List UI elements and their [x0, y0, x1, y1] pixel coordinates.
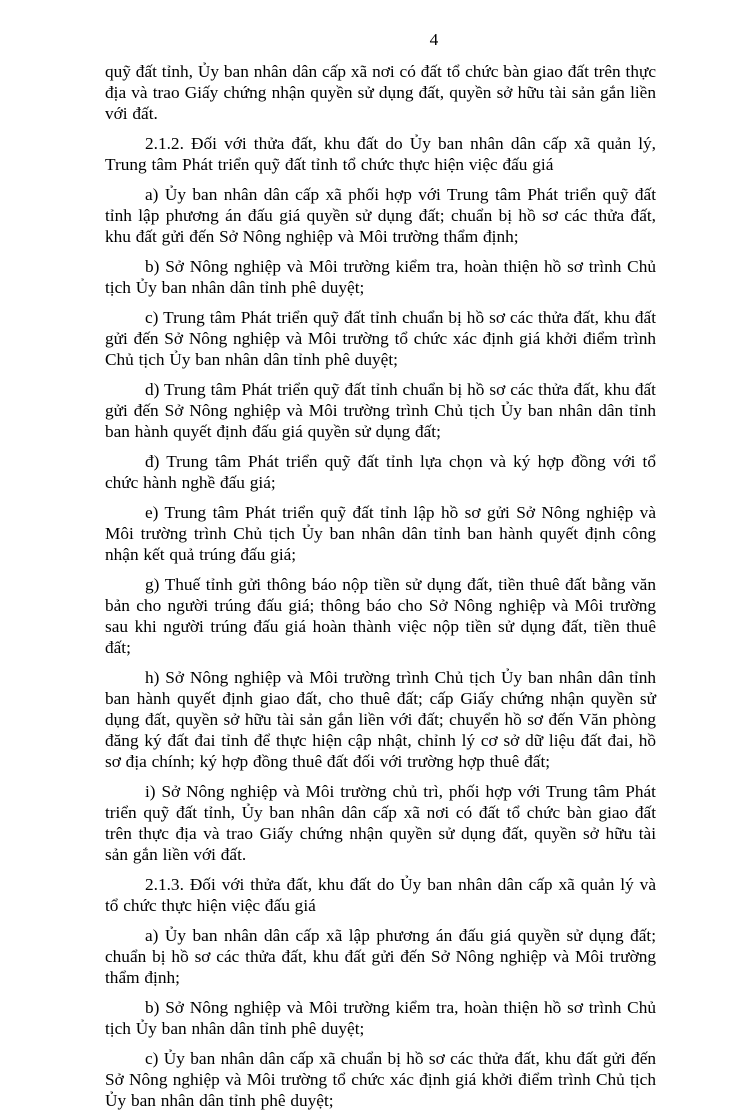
- paragraph-section-2-1-3: 2.1.3. Đối với thửa đất, khu đất do Ủy ban nhân dân cấp xã quản lý và tổ chức thực hiện việc đấu giá: [105, 875, 656, 915]
- paragraph-section-2-1-2: 2.1.2. Đối với thửa đất, khu đất do Ủy ban nhân dân cấp xã quản lý, Trung tâm Phát triển quỹ đất tỉnh tổ chức thực hiện việc đấu giá: [105, 134, 656, 174]
- paragraph-2-1-2-item-dd: đ) Trung tâm Phát triển quỹ đất tỉnh lựa chọn và ký hợp đồng với tổ chức hành nghề đấu giá;: [105, 452, 656, 492]
- paragraph-2-1-3-item-c: c) Ủy ban nhân dân cấp xã chuẩn bị hồ sơ các thửa đất, khu đất gửi đến Sở Nông nghiệp và Môi trường tổ chức xác định giá khởi điểm trình Chủ tịch Ủy ban nhân dân tỉnh phê duyệt;: [105, 1049, 656, 1110]
- paragraph-2-1-2-item-b: b) Sở Nông nghiệp và Môi trường kiểm tra, hoàn thiện hồ sơ trình Chủ tịch Ủy ban nhân dân tỉnh phê duyệt;: [105, 257, 656, 297]
- document-body: [105, 61, 656, 1111]
- paragraph-2-1-2-item-h: h) Sở Nông nghiệp và Môi trường trình Chủ tịch Ủy ban nhân dân tỉnh ban hành quyết định giao đất, cho thuê đất; cấp Giấy chứng nhận quyền sử dụng đất, quyền sở hữu tài sản gắn liền với đất; chuyển hồ sơ đến Văn phòng đăng ký đất đai tỉnh để thực hiện cập nhật, chỉnh lý cơ sở dữ liệu đất đai, hồ sơ địa chính; ký hợp đồng thuê đất đối với trường hợp thuê đất;: [105, 668, 656, 771]
- paragraph-2-1-2-item-i: i) Sở Nông nghiệp và Môi trường chủ trì, phối hợp với Trung tâm Phát triển quỹ đất tỉnh, Ủy ban nhân dân cấp xã nơi có đất tổ chức bàn giao đất trên thực địa và trao Giấy chứng nhận quyền sử dụng đất, quyền sở hữu tài sản gắn liền với đất.: [105, 782, 656, 864]
- paragraph-2-1-2-item-a: a) Ủy ban nhân dân cấp xã phối hợp với Trung tâm Phát triển quỹ đất tỉnh lập phương án đấu giá quyền sử dụng đất; chuẩn bị hồ sơ các thửa đất, khu đất gửi đến Sở Nông nghiệp và Môi trường thẩm định;: [105, 185, 656, 246]
- paragraph-2-1-2-item-e: e) Trung tâm Phát triển quỹ đất tỉnh lập hồ sơ gửi Sở Nông nghiệp và Môi trường trình Chủ tịch Ủy ban nhân dân tỉnh ban hành quyết định công nhận kết quả trúng đấu giá;: [105, 503, 656, 564]
- paragraph-2-1-2-item-c: c) Trung tâm Phát triển quỹ đất tỉnh chuẩn bị hồ sơ các thửa đất, khu đất gửi đến Sở Nông nghiệp và Môi trường tổ chức xác định giá khởi điểm trình Chủ tịch Ủy ban nhân dân tỉnh phê duyệt;: [105, 308, 656, 369]
- paragraph-continuation: quỹ đất tỉnh, Ủy ban nhân dân cấp xã nơi có đất tổ chức bàn giao đất trên thực địa và trao Giấy chứng nhận quyền sử dụng đất, quyền sở hữu tài sản gắn liền với đất.: [105, 62, 656, 123]
- paragraph-2-1-3-item-b: b) Sở Nông nghiệp và Môi trường kiểm tra, hoàn thiện hồ sơ trình Chủ tịch Ủy ban nhân dân tỉnh phê duyệt;: [105, 998, 656, 1038]
- paragraph-2-1-2-item-g: g) Thuế tỉnh gửi thông báo nộp tiền sử dụng đất, tiền thuê đất bằng văn bản cho người trúng đấu giá; thông báo cho Sở Nông nghiệp và Môi trường sau khi người trúng đấu giá hoàn thành việc nộp tiền sử dụng đất, tiền thuê đất;: [105, 575, 656, 657]
- page-number: 4: [429, 30, 439, 49]
- paragraph-2-1-3-item-a: a) Ủy ban nhân dân cấp xã lập phương án đấu giá quyền sử dụng đất; chuẩn bị hồ sơ các thửa đất, khu đất gửi đến Sở Nông nghiệp và Môi trường thẩm định;: [105, 926, 656, 987]
- paragraph-2-1-2-item-d: d) Trung tâm Phát triển quỹ đất tỉnh chuẩn bị hồ sơ các thửa đất, khu đất gửi đến Sở Nông nghiệp và Môi trường trình Chủ tịch Ủy ban nhân dân tỉnh ban hành quyết định đấu giá quyền sử dụng đất;: [105, 380, 656, 441]
